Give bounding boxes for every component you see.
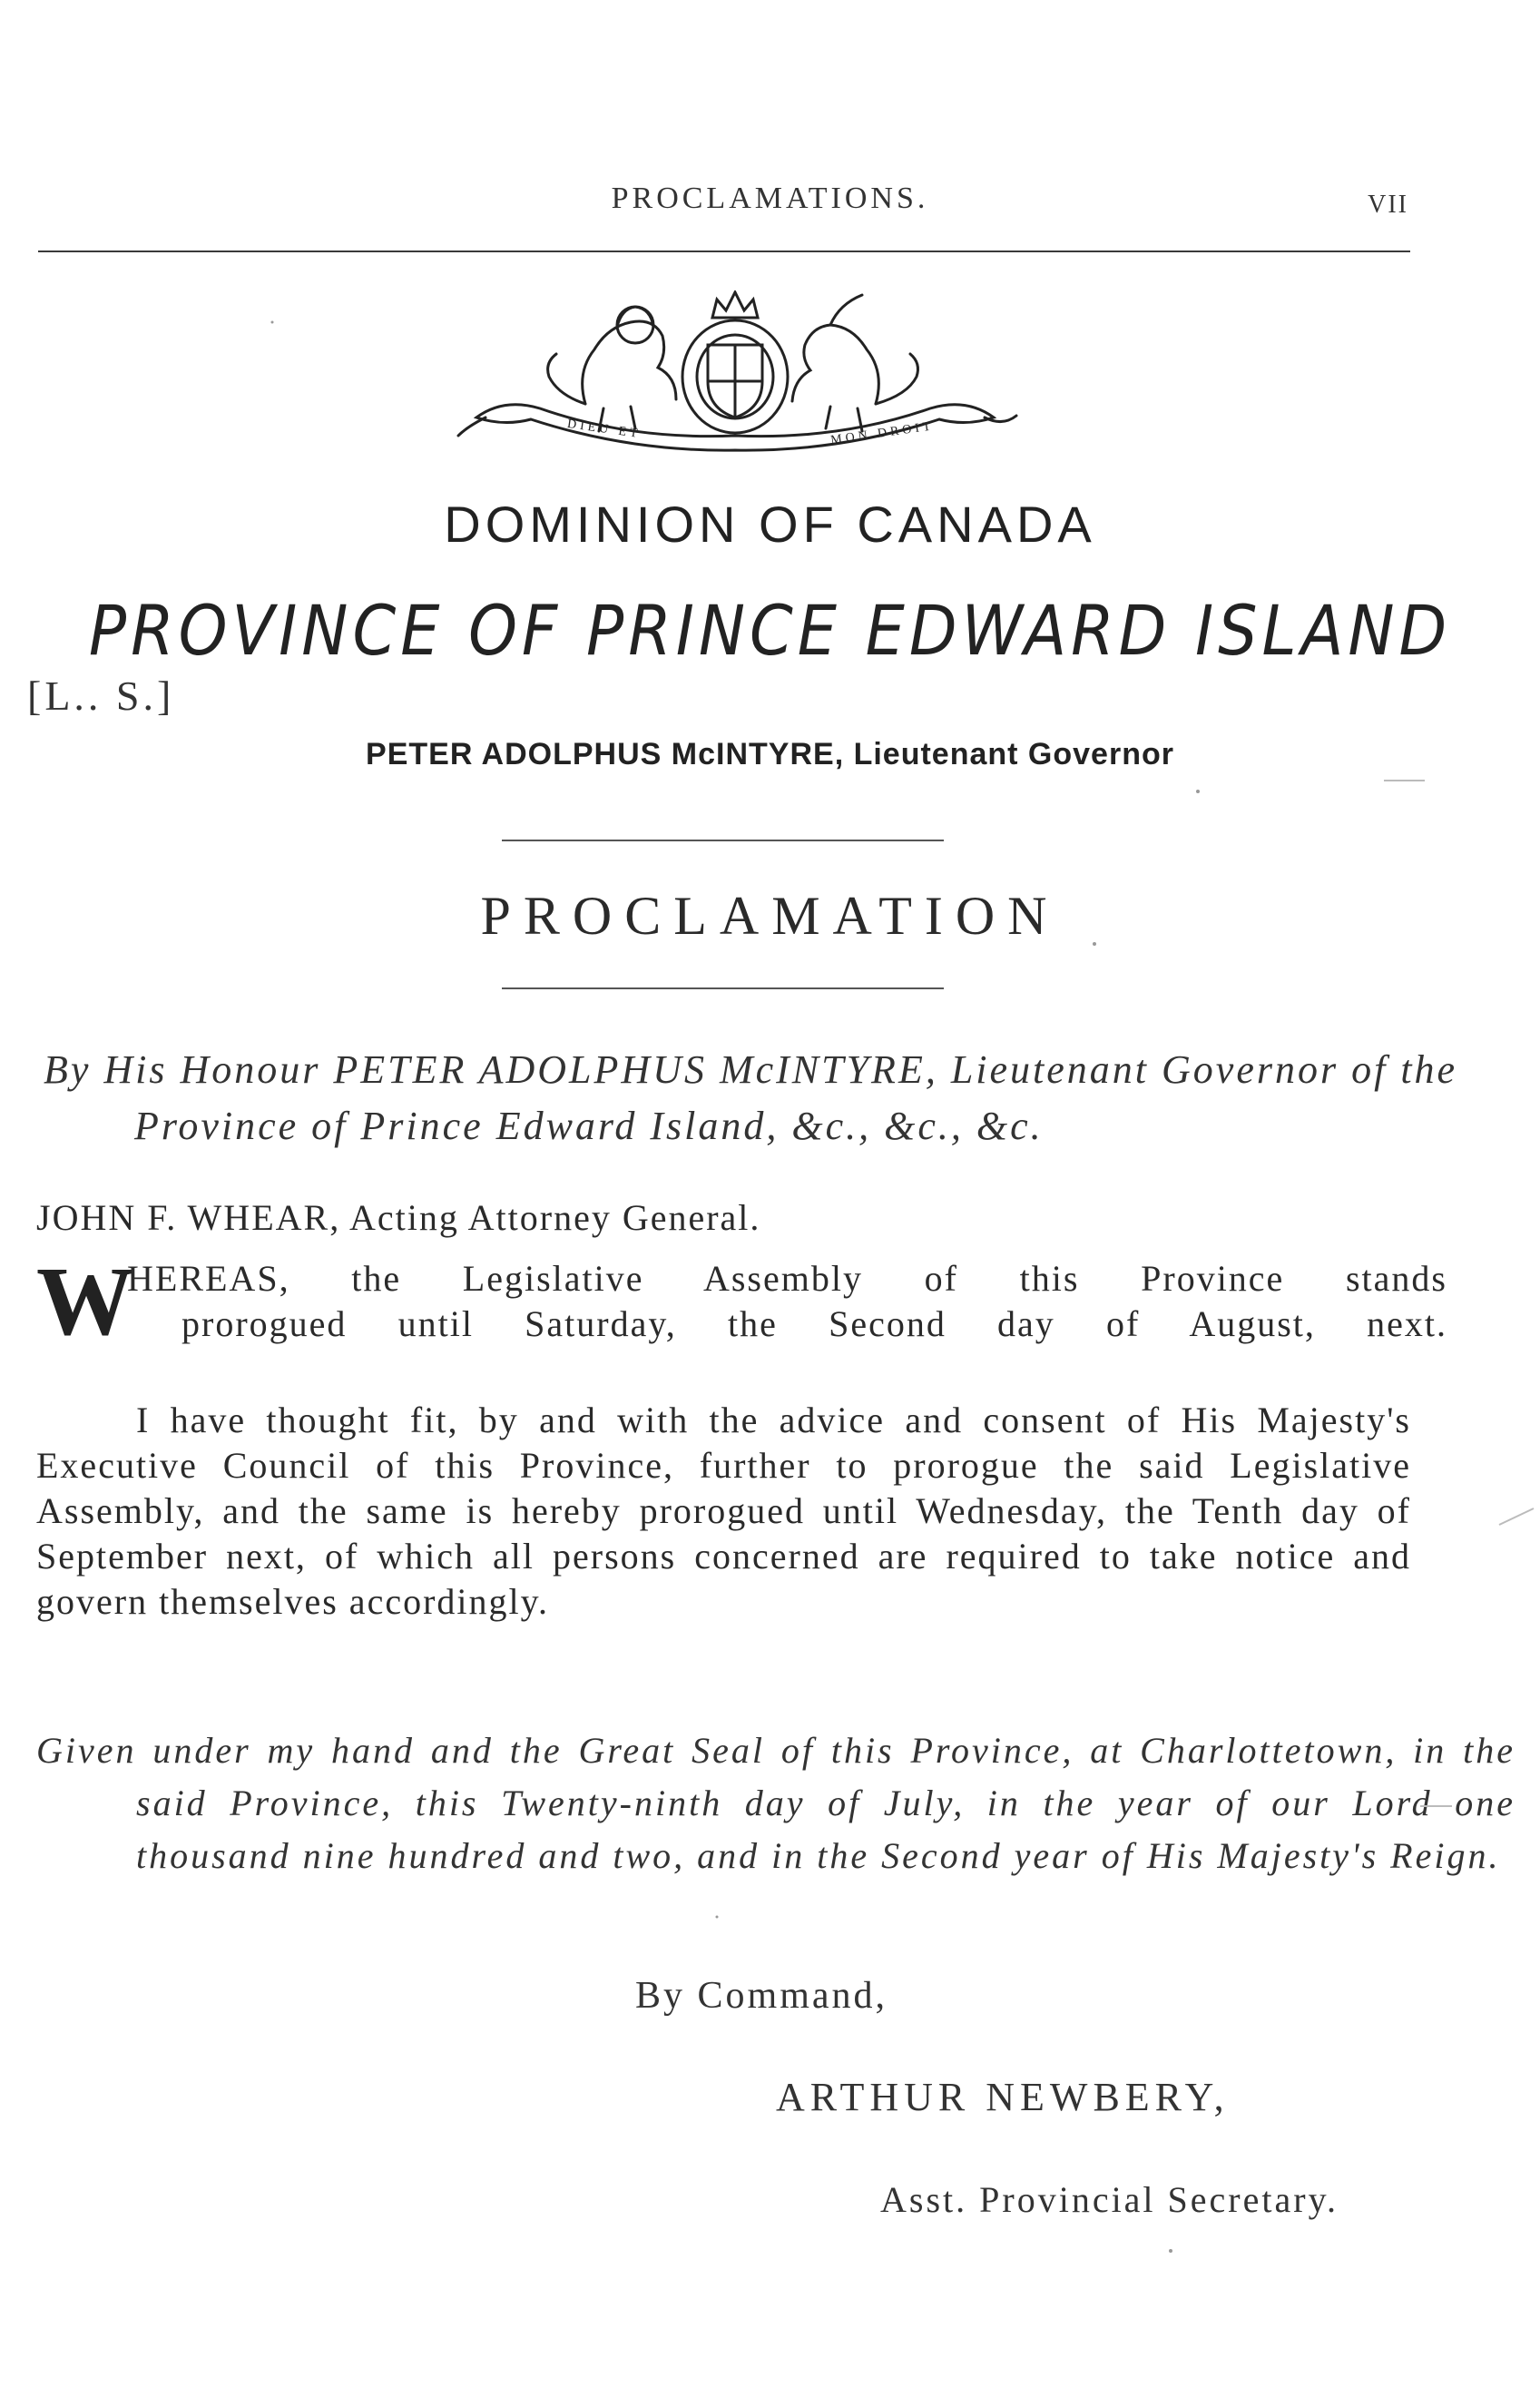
divider-rule [502, 987, 944, 989]
seal-mark: [L.. S.] [27, 673, 175, 719]
signatory-name: ARTHUR NEWBERY, [776, 2075, 1230, 2119]
whereas-line: HEREAS, the Legislative Assembly of this Province stands [127, 1258, 1447, 1299]
whereas-line: prorogued until Saturday, the Second day of August, next. [181, 1303, 1447, 1344]
svg-text:MON DROIT: MON DROIT [829, 419, 936, 448]
by-command-line: By Command, [635, 1975, 888, 2017]
svg-text:DIEU ET: DIEU ET [566, 417, 642, 442]
whereas-paragraph [36, 1248, 1447, 1357]
running-title: PROCLAMATIONS. [611, 182, 929, 215]
divider-rule [502, 840, 944, 841]
dominion-heading: DOMINION OF CANADA [444, 496, 1096, 553]
drop-cap: W [36, 1248, 134, 1356]
attorney-line: JOHN F. WHEAR, Acting Attorney General. [36, 1197, 761, 1238]
by-his-honour-line: By His Honour PETER ADOLPHUS McINTYRE, Lieutenant Governor of the Province of Prince Edward Island, &c., &c., &c. [44, 1047, 1458, 1148]
province-heading: PROVINCE OF PRINCE EDWARD ISLAND [88, 590, 1452, 671]
header-rule [38, 251, 1410, 252]
governor-line: PETER ADOLPHUS McINTYRE, Lieutenant Governor [366, 737, 1174, 771]
signatory-title: Asst. Provincial Secretary. [880, 2179, 1339, 2220]
royal-coat-of-arms-icon [449, 290, 1021, 463]
main-paragraph: I have thought fit, by and with the advice and consent of His Majesty's Executive Council of this Province, further to prorogue the said Legislative Assembly, and the same is hereby prorogued until Wednesday, the Tenth day of September next, of which all persons concerned are required to take notice and govern themselves accordingly. [36, 1400, 1411, 1622]
given-under-paragraph: Given under my hand and the Great Seal of this Province, at Charlottetown, in the said Province, this Twenty-ninth day of July, in the year of our Lord one thousand nine hundred and two, and in the Second year of His Majesty's Reign. [36, 1730, 1515, 1876]
page-number: VII [1368, 191, 1408, 219]
proclamation-title: PROCLAMATION [480, 886, 1060, 946]
